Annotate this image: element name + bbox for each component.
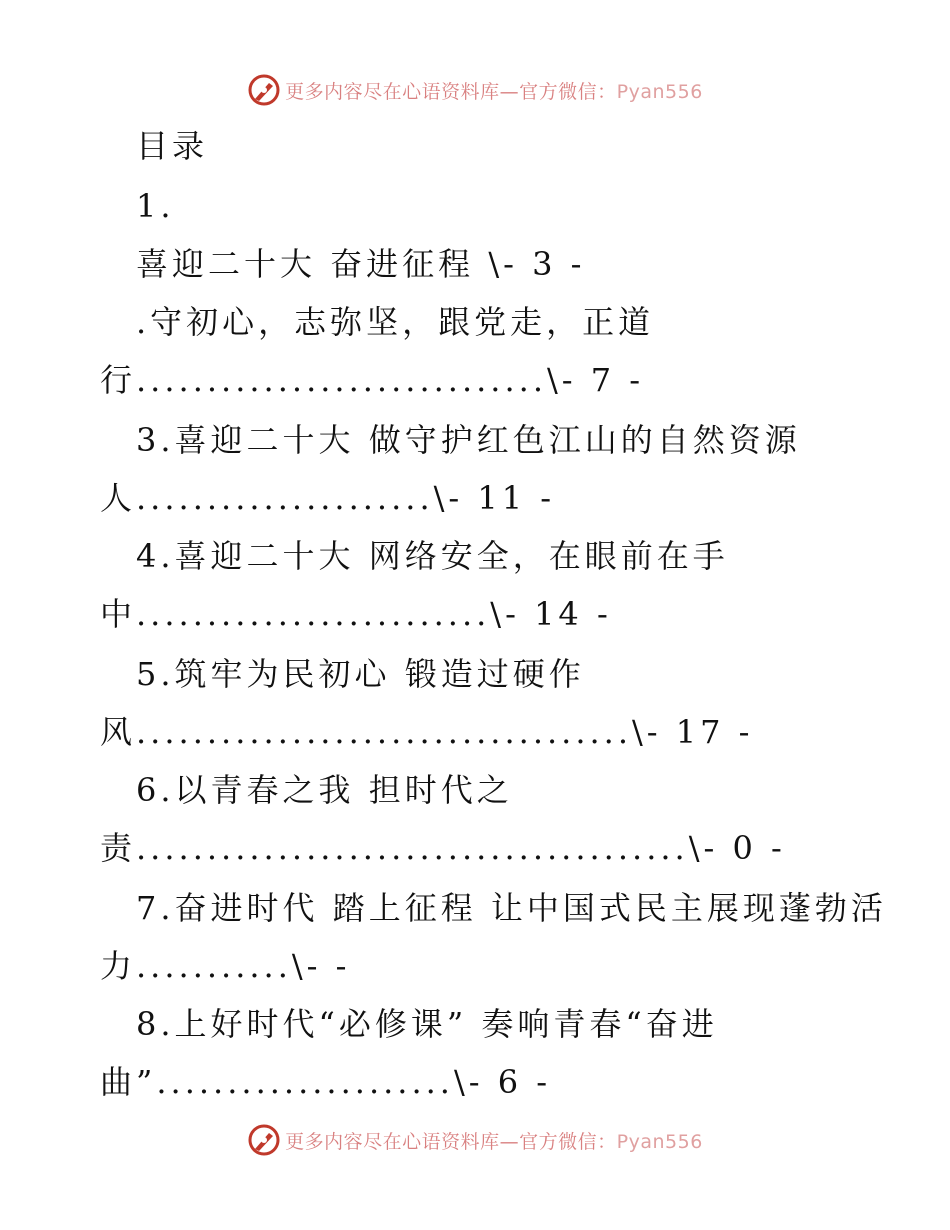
pen-logo-icon [247, 73, 281, 107]
toc-line: 1. [136, 187, 175, 225]
toc-line: 中.........................\- 14 - [100, 595, 612, 633]
pen-logo-icon [247, 1123, 281, 1157]
watermark-text: 更多内容尽在心语资料库—官方微信：Pyan556 [285, 80, 703, 103]
toc-line: 7.奋进时代 踏上征程 让中国式民主展现蓬勃活 [136, 889, 887, 927]
toc-line: 人.....................\- 11 - [100, 479, 556, 517]
watermark-text: 更多内容尽在心语资料库—官方微信：Pyan556 [285, 1130, 703, 1153]
watermark-header [0, 70, 950, 110]
toc-line: 行.............................\- 7 - [100, 361, 645, 399]
toc-line: 力...........\- - [100, 947, 351, 985]
toc-line: 4.喜迎二十大 网络安全，在眼前在手 [136, 537, 729, 575]
toc-line: 责.......................................\- 0 - [100, 829, 786, 867]
toc-line: .守初心，志弥坚，跟党走，正道 [136, 303, 655, 341]
watermark-footer [0, 1120, 950, 1160]
toc-line: 喜迎二十大 奋进征程 \- 3 - [136, 245, 586, 283]
toc-line: 6.以青春之我 担时代之 [136, 771, 513, 809]
toc-line: 8.上好时代“必修课” 奏响青春“奋进 [136, 1005, 718, 1043]
toc-line: 5.筑牢为民初心 锻造过硬作 [136, 655, 585, 693]
toc-line: 曲”.....................\- 6 - [100, 1063, 552, 1101]
toc-line: 3.喜迎二十大 做守护红色江山的自然资源 [136, 421, 801, 459]
toc-line: 风...................................\- 17 - [100, 713, 754, 751]
toc-title: 目录 [136, 127, 209, 165]
